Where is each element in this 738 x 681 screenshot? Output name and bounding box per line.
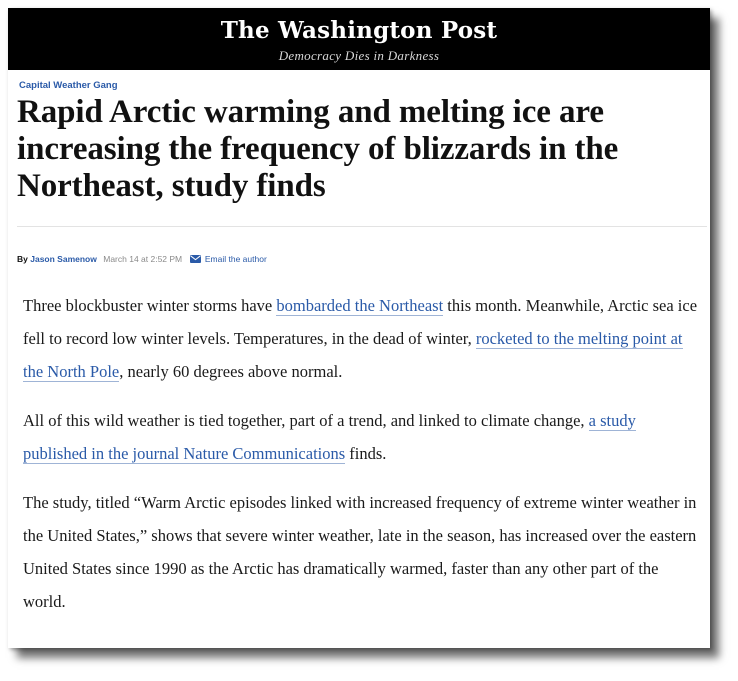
byline xyxy=(17,254,267,265)
divider xyxy=(17,226,707,227)
link-melting-point-north-pole[interactable]: rocketed to the melting point at the North Pole xyxy=(23,329,683,381)
email-author-link[interactable]: Email the author xyxy=(204,254,267,264)
article-card xyxy=(8,8,710,648)
author-link[interactable]: Jason Samenow xyxy=(30,254,97,264)
site-tagline: Democracy Dies in Darkness xyxy=(278,48,440,63)
p2-text-1: All of this wild weather is tied together, part of a trend, and linked to climate change, xyxy=(23,411,589,430)
envelope-icon[interactable] xyxy=(190,255,201,265)
p1-text-2: this month. Meanwhile, Arctic sea ice fell to record low winter levels. Temperatures, in the dead of winter, xyxy=(23,296,698,348)
link-bombarded-northeast[interactable]: bombarded the Northeast xyxy=(276,296,444,315)
section-kicker[interactable]: Capital Weather Gang xyxy=(19,80,118,91)
article-body xyxy=(23,289,703,634)
masthead xyxy=(8,8,710,70)
publish-date: March 14 at 2:52 PM xyxy=(103,254,183,264)
paragraph-2 xyxy=(23,404,703,470)
p1-text-3: , nearly 60 degrees above normal. xyxy=(119,362,343,381)
byline-prefix: By xyxy=(17,254,28,264)
paragraph-1 xyxy=(23,289,703,388)
article-headline: Rapid Arctic warming and melting ice are increasing the frequency of blizzards in the Northeast, study finds xyxy=(17,94,619,204)
link-nature-communications-study[interactable]: a study published in the journal Nature Communications xyxy=(23,411,636,463)
p3-text-1: The study, titled “Warm Arctic episodes linked with increased frequency of extreme winter weather in the United States,” shows that severe winter weather, late in the season, has increased over the eastern United States since 1990 as the Arctic has dramatically warmed, faster than any other part of the world. xyxy=(23,493,697,611)
site-logo[interactable]: The Washington Post xyxy=(220,17,498,44)
p2-text-2: finds. xyxy=(345,444,387,463)
p1-text-1: Three blockbuster winter storms have xyxy=(23,296,277,315)
paragraph-3 xyxy=(23,486,703,618)
